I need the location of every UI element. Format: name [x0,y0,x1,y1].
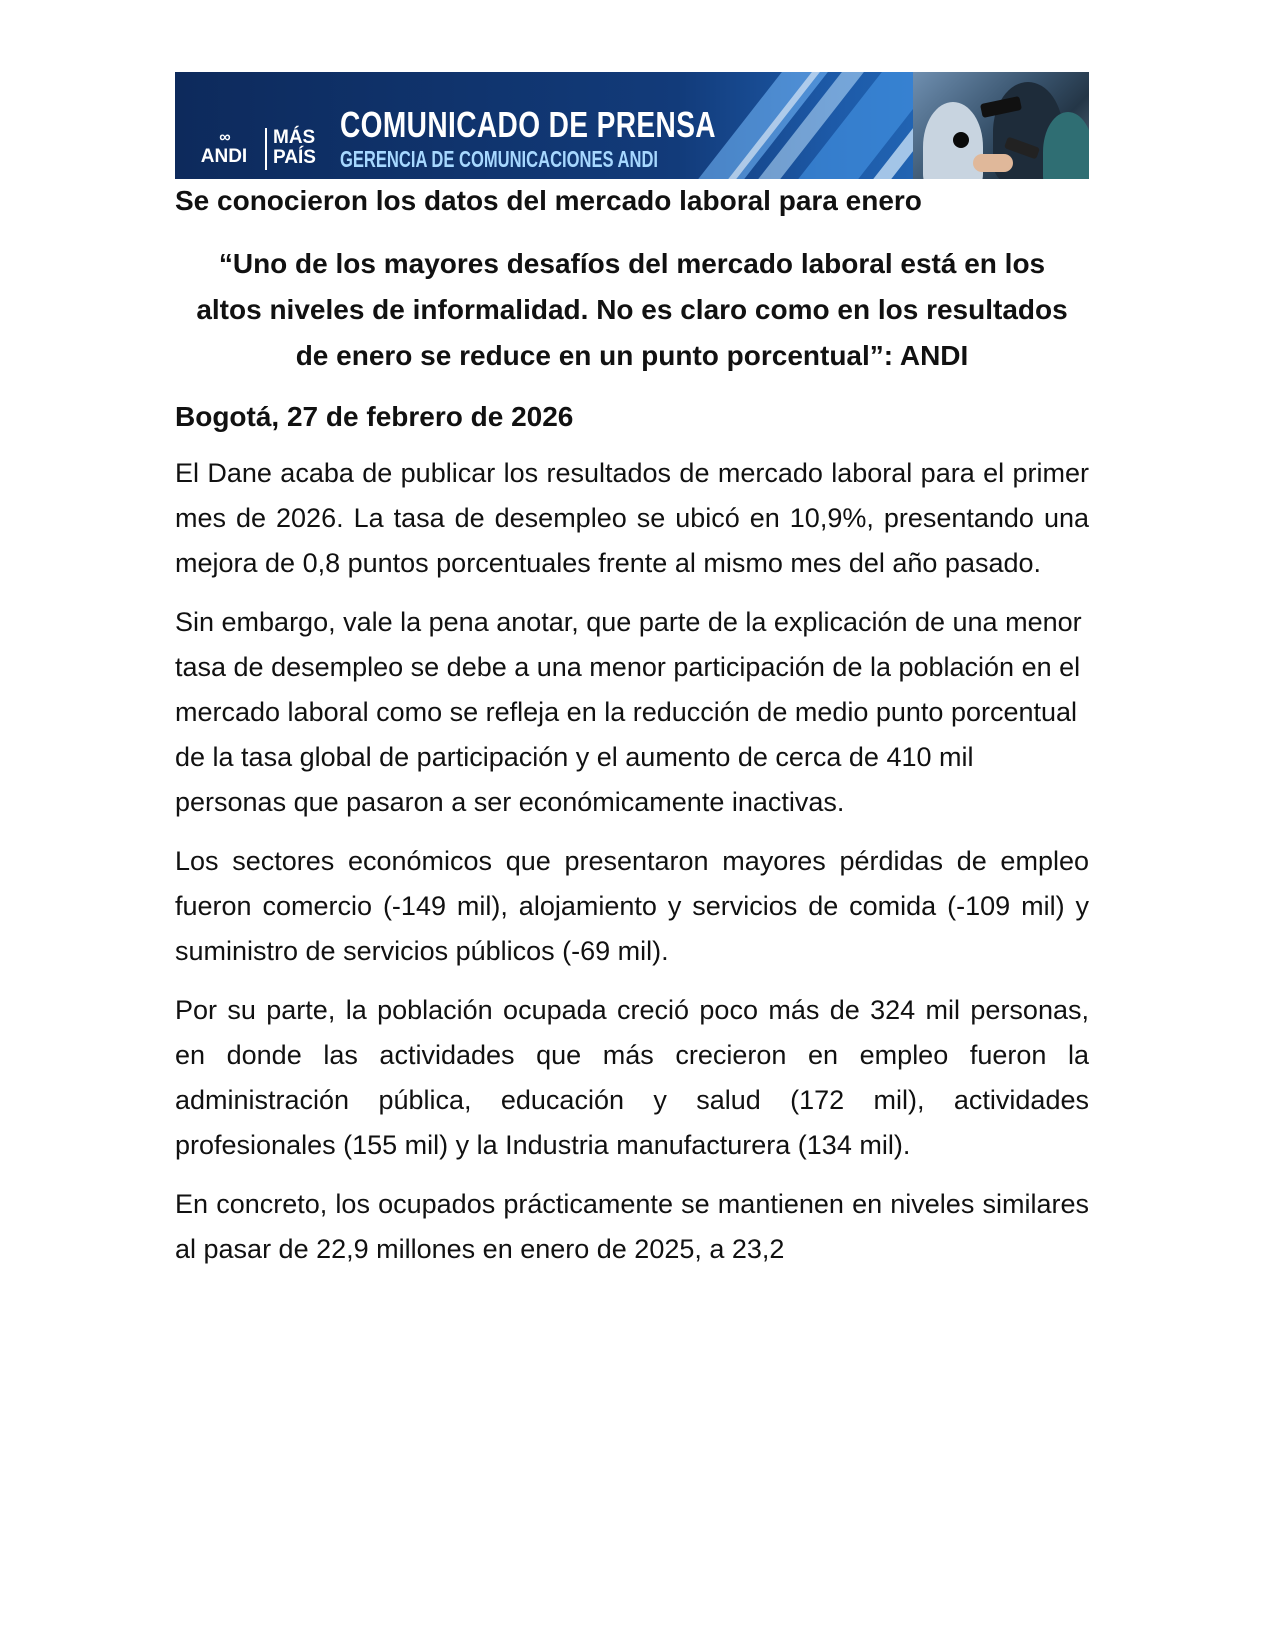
mas-pais-logo-line1: MÁS [273,127,316,148]
banner-title: COMUNICADO DE PRENSA [340,104,716,145]
press-release-page [175,72,1089,1272]
mas-pais-logo [273,128,316,168]
article-paragraph: El Dane acaba de publicar los resultados de mercado laboral para el primer mes de 2026. La tasa de desempleo se ubicó en 10,9%, presentando una mejora de 0,8 puntos porcentuales frente al mismo mes del año pasado. [175,458,1089,578]
press-release-banner [175,72,1089,179]
andi-logo-mark: ∞ [219,129,229,146]
article-paragraph: Los sectores económicos que presentaron mayores pérdidas de empleo fueron comercio (-149 mil), alojamiento y servicios de comida (-109 mil) y suministro de servicios públicos (-69 mil). [175,846,1089,966]
banner-press-photo [913,72,1089,179]
andi-logo-text: ANDI [200,146,248,167]
article-paragraph: En concreto, los ocupados prácticamente se mantienen en niveles similares al pasar de 22,9 millones en enero de 2025, a 23,2 [175,1189,1089,1264]
article-paragraph: Sin embargo, vale la pena anotar, que parte de la explicación de una menor tasa de desempleo se debe a una menor participación de la población en el mercado laboral como se refleja en la reducción de medio punto porcentual de la tasa global de participación y el aumento de cerca de 410 mil personas que pasaron a ser económicamente inactivas. [175,607,1082,817]
andi-logo [193,130,255,172]
article-dateline: Bogotá, 27 de febrero de 2026 [175,401,574,432]
photo-person [1043,112,1089,179]
microphone-icon [953,132,969,148]
photo-hand [973,154,1013,172]
mas-pais-logo-line2: PAÍS [273,147,316,168]
banner-subtitle: GERENCIA DE COMUNICACIONES ANDI [340,146,659,172]
article-headline: Se conocieron los datos del mercado laboral para enero [175,185,922,216]
article-paragraph: Por su parte, la población ocupada creció poco más de 324 mil personas, en donde las actividades que más crecieron en empleo fueron la administración pública, educación y salud (172 mil), actividades profesionales (155 mil) y la Industria manufacturera (134 mil). [175,995,1089,1160]
logo-divider [265,128,267,170]
article-quote: “Uno de los mayores desafíos del mercado laboral está en los altos niveles de informalidad. No es claro como en los resultados de enero se reduce en un punto porcentual”: ANDI [196,248,1068,371]
